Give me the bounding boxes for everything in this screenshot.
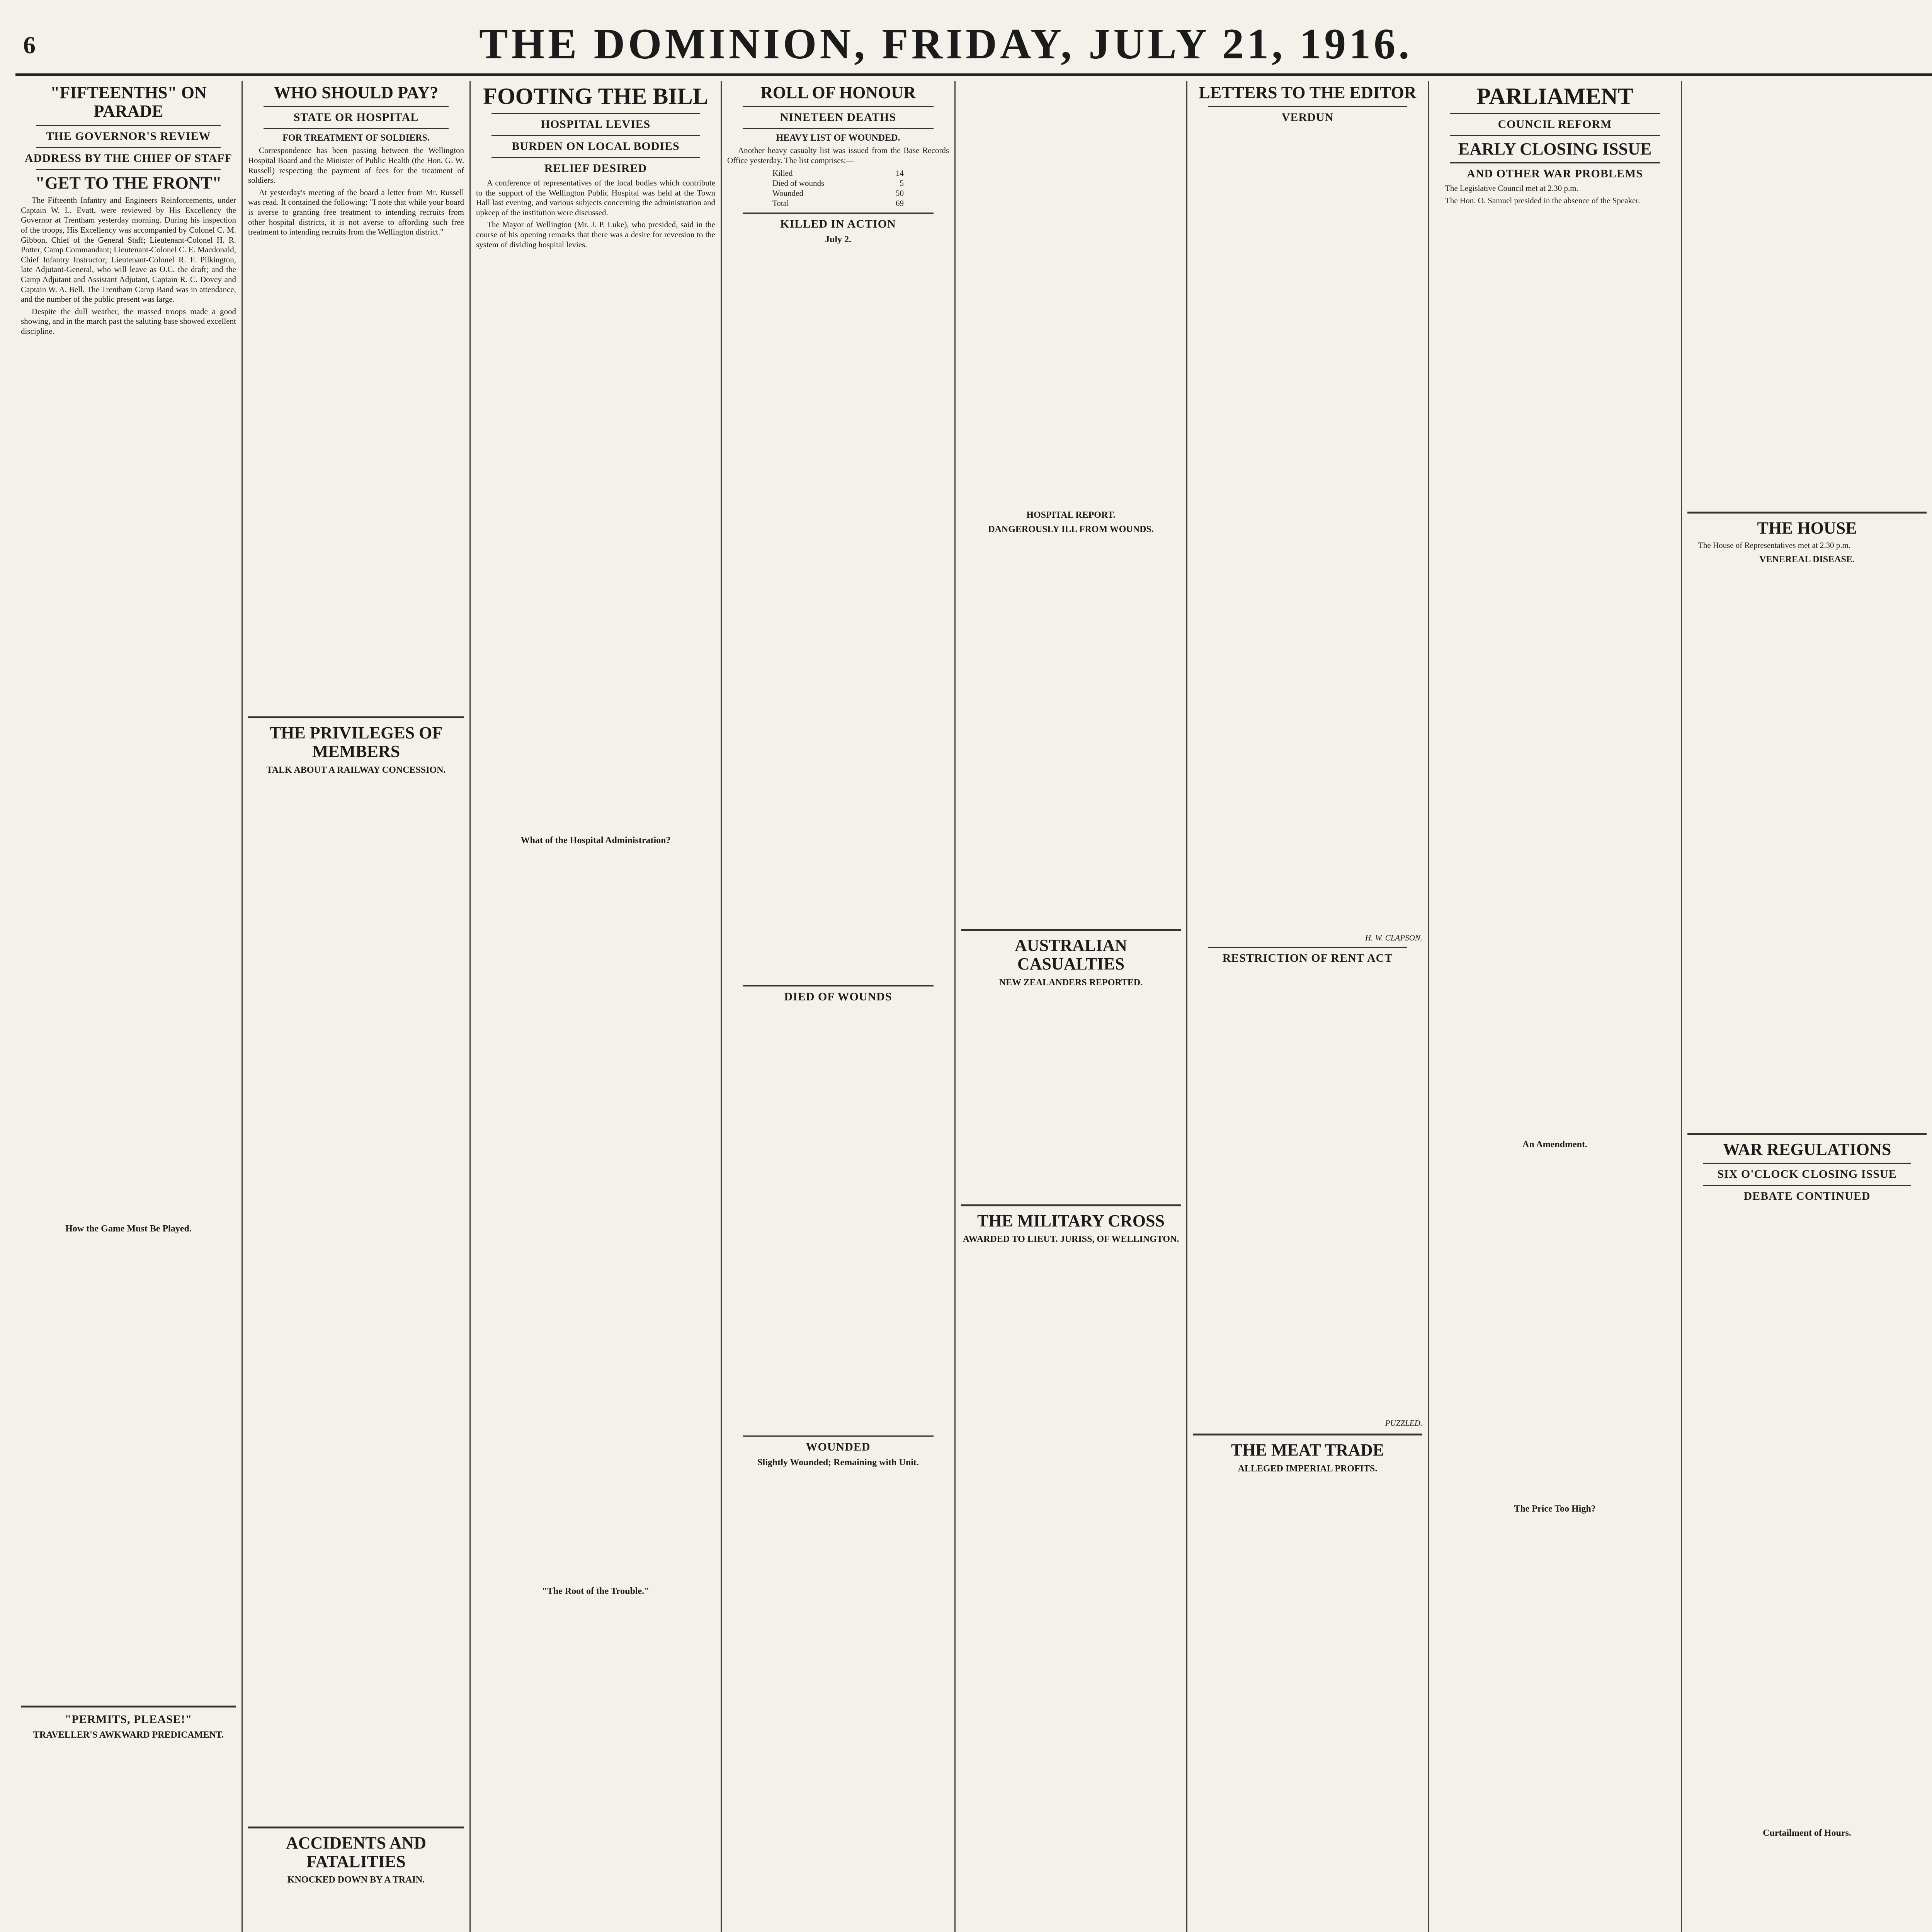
subhead-get-to-front: "GET TO THE FRONT": [35, 173, 222, 192]
headline-footing-the-bill: FOOTING THE BILL: [483, 83, 708, 109]
headline-the-house: THE HOUSE: [1757, 519, 1857, 537]
subhead-council-reform: COUNCIL REFORM: [1498, 118, 1612, 131]
subhead-wounded: WOUNDED: [806, 1440, 871, 1453]
section-subhead: Curtailment of Hours.: [1763, 1828, 1851, 1838]
tally-row: Wounded 50: [772, 189, 904, 198]
column-2: [242, 81, 469, 1932]
subhead-traveller: TRAVELLER'S AWKWARD PREDICAMENT.: [33, 1730, 224, 1740]
column-8: [1681, 81, 1932, 1932]
subhead-rent-act: RESTRICTION OF RENT ACT: [1222, 952, 1393, 965]
tally-row: Total 69: [772, 199, 904, 208]
subhead-nineteen-deaths: NINETEEN DEATHS: [780, 111, 896, 124]
headline-permits-please: "PERMITS, PLEASE!": [65, 1713, 192, 1726]
subhead-nz-reported: NEW ZEALANDERS REPORTED.: [999, 977, 1143, 988]
headline-military-cross: THE MILITARY CROSS: [977, 1211, 1165, 1230]
subhead-venereal-disease: VENEREAL DISEASE.: [1759, 554, 1855, 565]
section-subhead: What of the Hospital Administration?: [520, 835, 671, 846]
subhead-hospital-report: HOSPITAL REPORT.: [1026, 510, 1116, 520]
subhead-war-problems: AND OTHER WAR PROBLEMS: [1467, 167, 1643, 180]
subhead-lieut-juriss: AWARDED TO LIEUT. JURISS, OF WELLINGTON.: [963, 1234, 1179, 1245]
subhead-state-or-hospital: STATE OR HOSPITAL: [293, 111, 419, 124]
page-number: 6: [23, 31, 36, 59]
tally-row: Died of wounds 5: [772, 178, 904, 188]
subhead-slightly-wounded: Slightly Wounded; Remaining with Unit.: [757, 1457, 919, 1468]
article-paragraph: Correspondence has been passing between the Wellington Hospital Board and the Minister of Public Health (the Hon. G. W. Russell) respecting the payment of fees for the treatment of soldiers.: [248, 146, 464, 185]
headline-parliament: PARLIAMENT: [1476, 83, 1633, 109]
headline-roll-of-honour: ROLL OF HONOUR: [760, 83, 916, 102]
article-paragraph: The Mayor of Wellington (Mr. J. P. Luke), who presided, said in the course of his opening remarks that there was a desire for reversion to the system of dividing hospital levies.: [476, 220, 715, 249]
letter-signature: H. W. CLAPSON.: [1365, 933, 1422, 943]
subhead-relief-desired: RELIEF DESIRED: [544, 162, 647, 175]
headline-fifteenths: "FIFTEENTHS" ON PARADE: [50, 83, 207, 121]
section-subhead: How the Game Must Be Played.: [65, 1223, 192, 1234]
subhead-burden-local-bodies: BURDEN ON LOCAL BODIES: [512, 140, 680, 153]
article-paragraph: At yesterday's meeting of the board a letter from Mr. Russell was read. It contained the following: "I note that while your board is averse to granting free treatment to intending recruits from other hospital districts, it is not averse to affording such free treatment to intending recruits from the Wellington district.": [248, 187, 464, 237]
subhead-imperial-profits: ALLEGED IMPERIAL PROFITS.: [1238, 1463, 1378, 1474]
casualty-tally: [727, 168, 949, 209]
article-paragraph: The House of Representatives met at 2.30 p.m.: [1698, 541, 1851, 550]
subhead-early-closing: EARLY CLOSING ISSUE: [1458, 139, 1652, 158]
headline-war-regulations: WAR REGULATIONS: [1723, 1140, 1891, 1159]
article-paragraph: The Fifteenth Infantry and Engineers Reinforcements, under Captain W. L. Evatt, were reviewed by His Excellency the Governor at Trentham yesterday morning. During his inspection of the troops, His Excellency was accompanied by Colonel C. M. Gibbon, Chief of the General Staff; Lieutenant-Colonel H. R. Potter, Camp Commandant; Lieutenant-Colonel C. E. Macdonald, Chief Infantry Instructor; Lieutenant-Colonel R. F. Pilkington, late Adjutant-General, who will leave as O.C. the draft; and the Camp Adjutant and Assistant Adjutant, Captain R. C. Dovey and Captain W. A. Bell. The Trentham Camp Band was in attendance, and the number of the public present was large.: [21, 196, 236, 304]
column-5: [954, 81, 1186, 1932]
subhead-knocked-down: KNOCKED DOWN BY A TRAIN.: [287, 1875, 425, 1885]
headline-letters-to-editor: LETTERS TO THE EDITOR: [1199, 83, 1417, 102]
article-paragraph: A conference of representatives of the local bodies which contribute to the support of the Wellington Public Hospital was held at the Town Hall last evening, and various subjects concerning the administration and upkeep of the institution were discussed.: [476, 178, 715, 217]
section-subhead: An Amendment.: [1522, 1139, 1587, 1150]
subhead-treatment-soldiers: FOR TREATMENT OF SOLDIERS.: [282, 133, 430, 143]
headline-meat-trade: THE MEAT TRADE: [1231, 1440, 1384, 1460]
subhead-six-oclock: SIX O'CLOCK CLOSING ISSUE: [1717, 1168, 1897, 1181]
columns: [15, 81, 1932, 1932]
column-1: [15, 81, 242, 1932]
subhead-governors-review: THE GOVERNOR'S REVIEW: [46, 129, 211, 143]
column-7: [1428, 81, 1681, 1932]
column-4: [721, 81, 954, 1932]
subhead-hospital-levies: HOSPITAL LEVIES: [541, 118, 651, 131]
subhead-died-of-wounds: DIED OF WOUNDS: [784, 990, 892, 1003]
article-paragraph: The Hon. O. Samuel presided in the absence of the Speaker.: [1445, 196, 1640, 205]
subhead-killed-in-action: KILLED IN ACTION: [780, 217, 896, 230]
article-paragraph: Another heavy casualty list was issued from the Base Records Office yesterday. The list comprises:—: [727, 146, 949, 165]
subhead-heavy-list: HEAVY LIST OF WOUNDED.: [776, 133, 900, 143]
article-paragraph: The Legislative Council met at 2.30 p.m.: [1445, 184, 1578, 193]
subhead-verdun: VERDUN: [1281, 111, 1334, 124]
section-subhead: "The Root of the Trouble.": [542, 1586, 650, 1597]
subhead-chief-of-staff: ADDRESS BY THE CHIEF OF STAFF: [24, 151, 233, 165]
column-6: [1186, 81, 1428, 1932]
subhead-debate-continued: DEBATE CONTINUED: [1743, 1190, 1871, 1203]
masthead: [15, 15, 1932, 76]
section-subhead: The Price Too High?: [1514, 1503, 1596, 1514]
tally-row: Killed 14: [772, 168, 904, 178]
date-label: July 2.: [825, 234, 851, 245]
masthead-title: THE DOMINION, FRIDAY, JULY 21, 1916.: [479, 20, 1413, 68]
headline-who-should-pay: WHO SHOULD PAY?: [274, 83, 439, 102]
headline-australian-casualties: AUSTRALIAN CASUALTIES: [1015, 936, 1127, 974]
subhead-railway-concession: TALK ABOUT A RAILWAY CONCESSION.: [266, 765, 446, 775]
subhead-dangerously-ill: DANGEROUSLY ILL FROM WOUNDS.: [988, 524, 1154, 534]
headline-privileges-members: THE PRIVILEGES OF MEMBERS: [269, 723, 443, 761]
letter-signature: PUZZLED.: [1385, 1418, 1422, 1428]
column-3: [469, 81, 721, 1932]
headline-accidents-fatalities: ACCIDENTS AND FATALITIES: [286, 1833, 427, 1871]
article-paragraph: Despite the dull weather, the massed troops made a good showing, and in the march past the saluting base showed excellent discipline.: [21, 306, 236, 336]
